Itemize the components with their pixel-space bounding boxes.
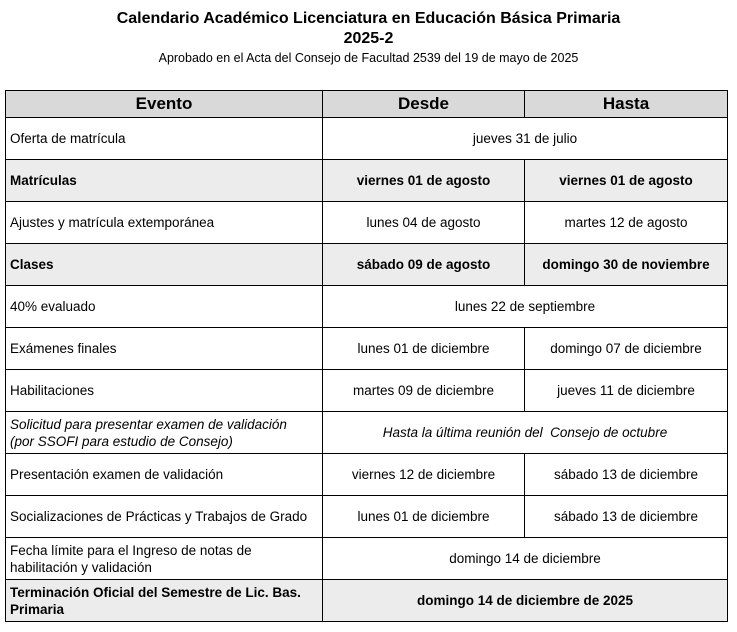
event-cell-line1: Fecha límite para el Ingreso de notas de <box>10 542 252 558</box>
table-row <box>6 286 728 328</box>
column-header-hasta: Hasta <box>525 91 728 118</box>
event-cell-line1: Terminación Oficial del Semestre de Lic. Bas. <box>10 584 301 600</box>
table-row <box>6 454 728 496</box>
date-cell-merged: domingo 14 de diciembre <box>323 538 728 580</box>
date-from-cell: martes 09 de diciembre <box>323 370 525 412</box>
calendar-table <box>5 90 728 622</box>
table-row <box>6 412 728 454</box>
event-cell-line2: (por SSOFI para estudio de Consejo) <box>10 433 233 449</box>
event-cell: Habilitaciones <box>6 370 323 412</box>
event-cell: Oferta de matrícula <box>6 118 323 160</box>
date-from-cell: lunes 04 de agosto <box>323 202 525 244</box>
date-from-cell: viernes 12 de diciembre <box>323 454 525 496</box>
table-row <box>6 328 728 370</box>
column-header-desde: Desde <box>323 91 525 118</box>
page-title: Calendario Académico Licenciatura en Educación Básica Primaria <box>116 10 621 27</box>
table-row <box>6 496 728 538</box>
event-cell: Exámenes finales <box>6 328 323 370</box>
date-to-cell: jueves 11 de diciembre <box>525 370 728 412</box>
date-cell-merged: jueves 31 de julio <box>323 118 728 160</box>
date-cell-merged: domingo 14 de diciembre de 2025 <box>323 580 728 622</box>
table-header-row <box>6 91 728 118</box>
date-to-cell: sábado 13 de diciembre <box>525 454 728 496</box>
date-from-cell: lunes 01 de diciembre <box>323 496 525 538</box>
table-row <box>6 370 728 412</box>
table-row <box>6 580 728 622</box>
event-cell <box>6 412 323 454</box>
date-to-cell: martes 12 de agosto <box>525 202 728 244</box>
date-to-cell: sábado 13 de diciembre <box>525 496 728 538</box>
table-row <box>6 118 728 160</box>
table-row <box>6 202 728 244</box>
date-from-cell: viernes 01 de agosto <box>323 160 525 202</box>
event-cell: Ajustes y matrícula extemporánea <box>6 202 323 244</box>
date-to-cell: viernes 01 de agosto <box>525 160 728 202</box>
date-from-cell: lunes 01 de diciembre <box>323 328 525 370</box>
event-cell <box>6 538 323 580</box>
column-header-evento: Evento <box>6 91 323 118</box>
page-title-period: 2025-2 <box>343 30 394 47</box>
date-to-cell: domingo 07 de diciembre <box>525 328 728 370</box>
event-cell: 40% evaluado <box>6 286 323 328</box>
date-to-cell: domingo 30 de noviembre <box>525 244 728 286</box>
table-row <box>6 160 728 202</box>
date-from-cell: sábado 09 de agosto <box>323 244 525 286</box>
event-cell: Socializaciones de Prácticas y Trabajos de Grado <box>6 496 323 538</box>
event-cell: Presentación examen de validación <box>6 454 323 496</box>
event-cell: Matrículas <box>6 160 323 202</box>
table-row <box>6 538 728 580</box>
event-cell-line1: Solicitud para presentar examen de validación <box>10 416 287 432</box>
document-header <box>0 0 737 66</box>
event-cell: Clases <box>6 244 323 286</box>
table-row <box>6 244 728 286</box>
date-cell-merged: lunes 22 de septiembre <box>323 286 728 328</box>
date-cell-merged: Hasta la última reunión del Consejo de octubre <box>323 412 728 454</box>
page-subtitle: Aprobado en el Acta del Consejo de Facultad 2539 del 19 de mayo de 2025 <box>158 51 579 65</box>
event-cell-line2: Primaria <box>10 601 65 617</box>
event-cell <box>6 580 323 622</box>
event-cell-line2: habilitación y validación <box>10 559 152 575</box>
